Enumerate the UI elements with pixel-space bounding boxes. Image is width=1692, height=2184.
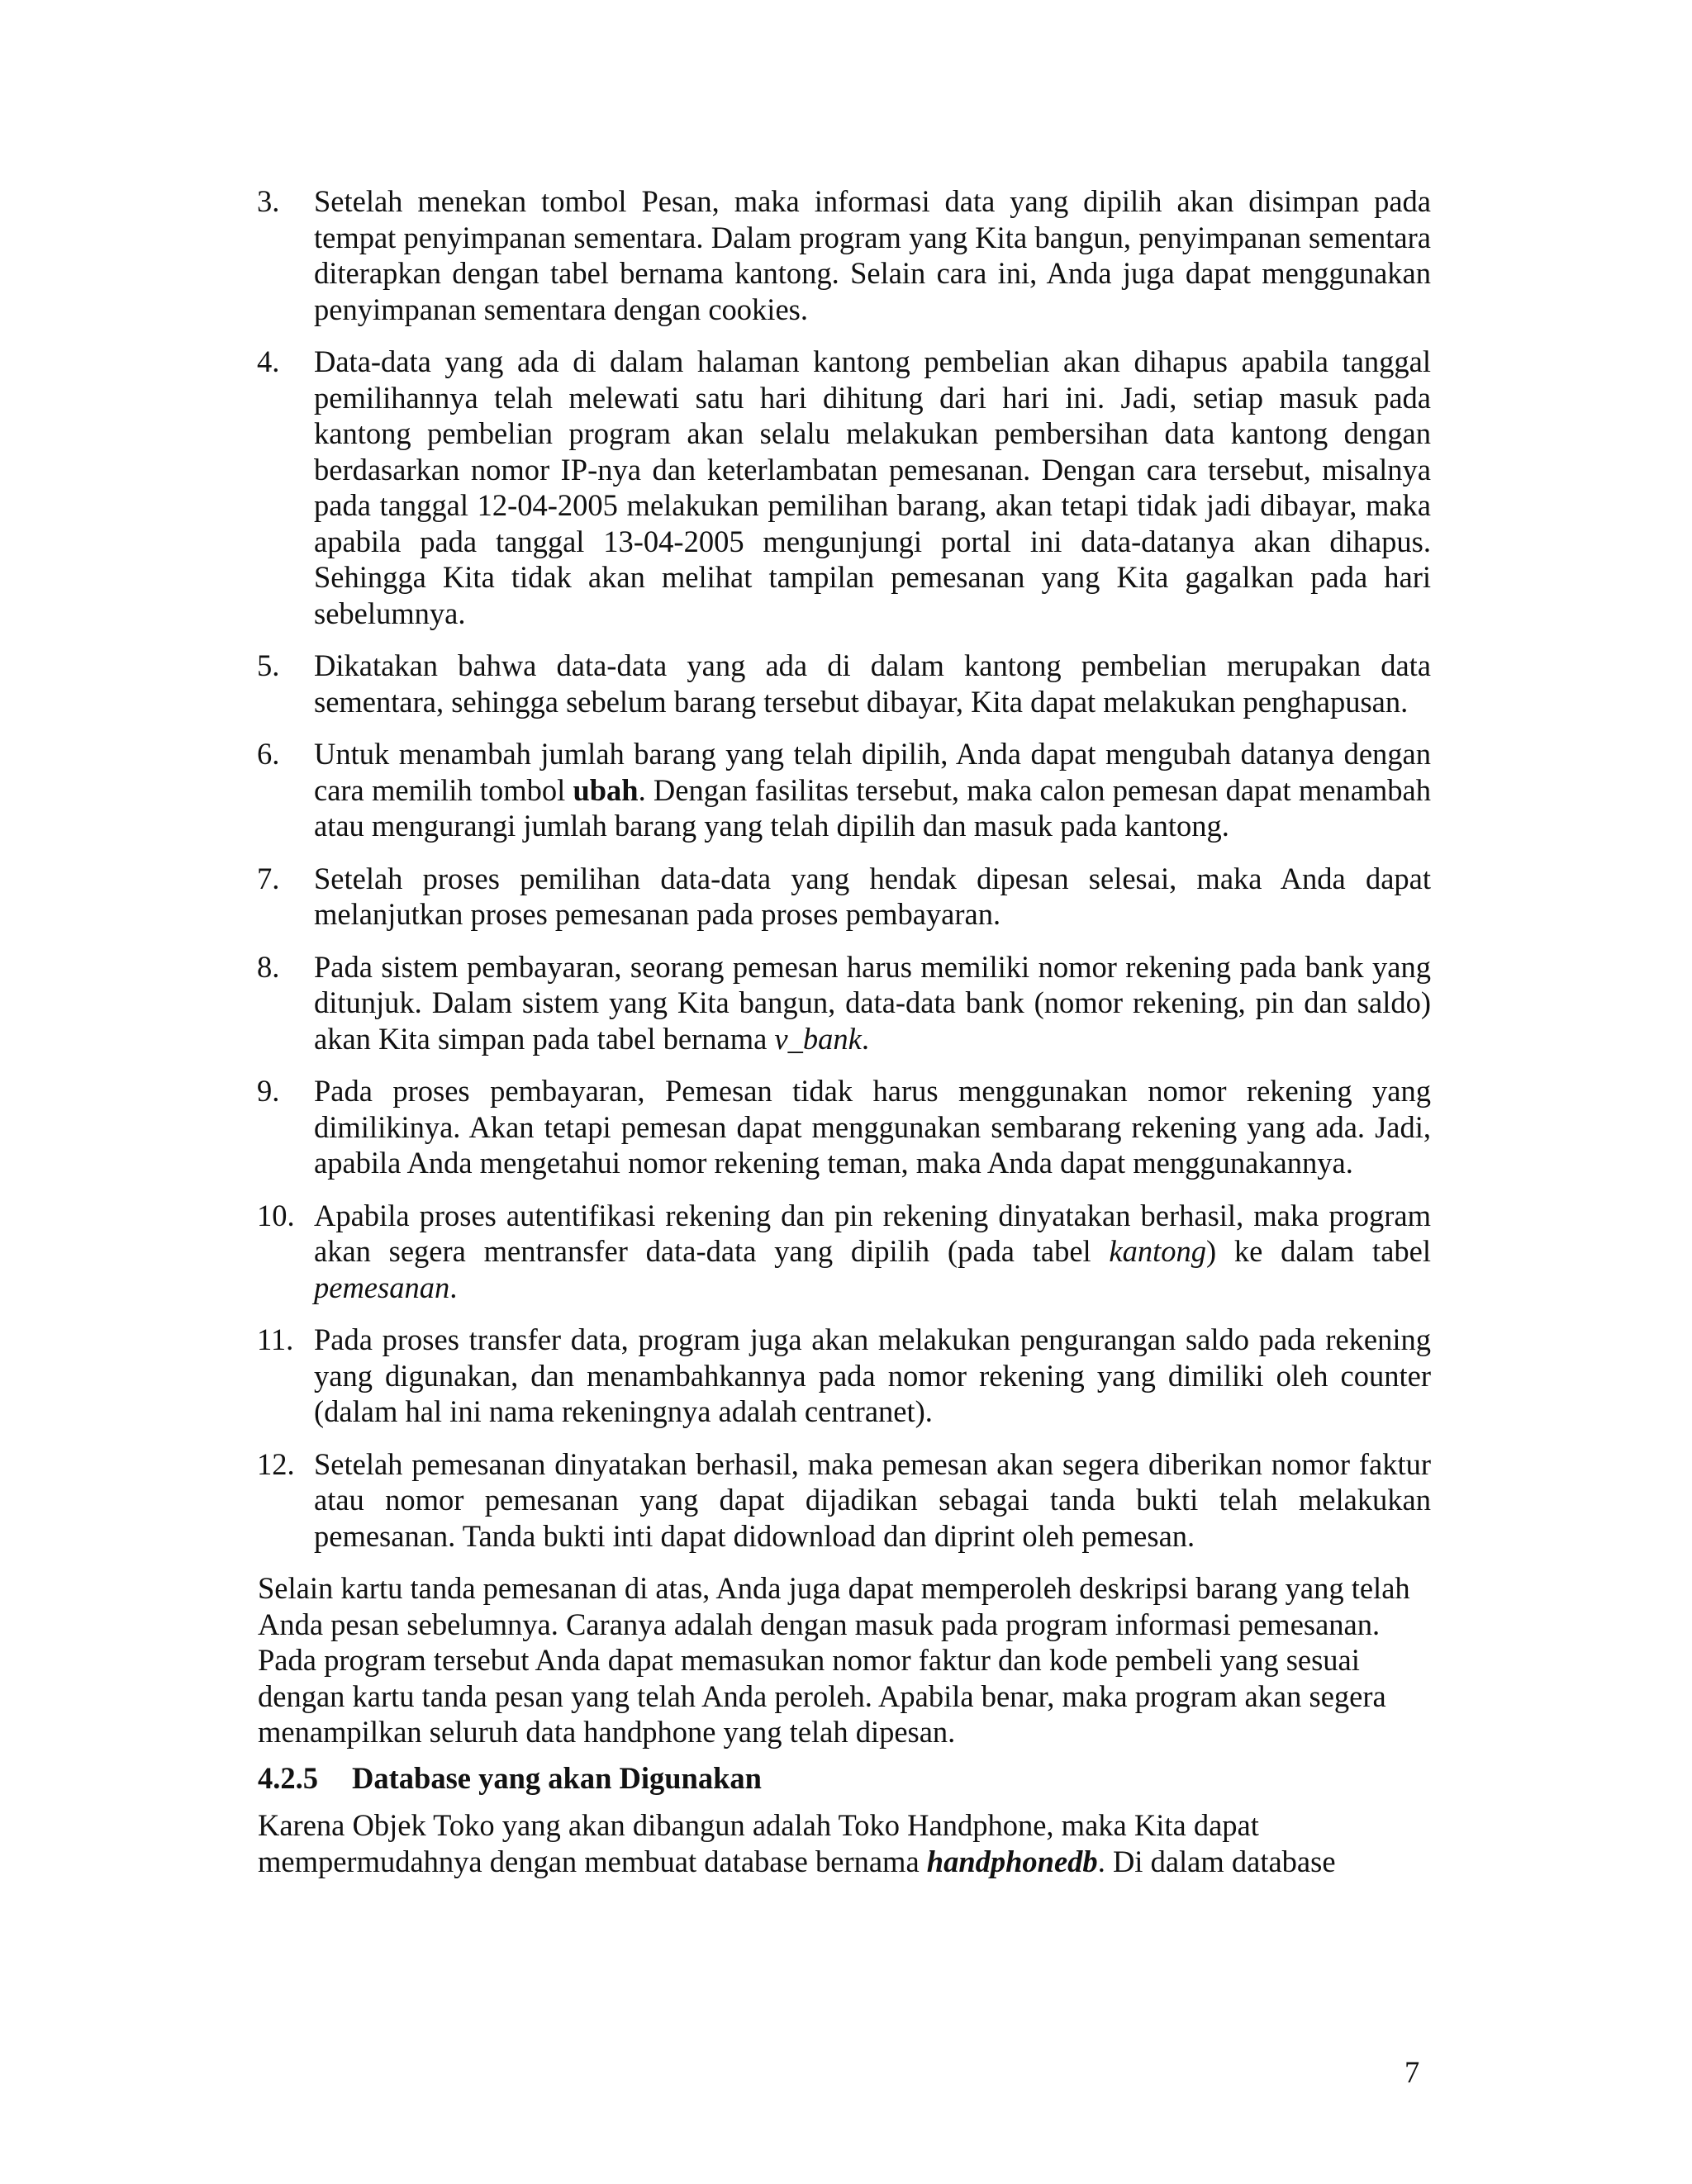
list-item-number: 3. — [257, 184, 280, 218]
list-item — [258, 1322, 1431, 1430]
emphasis-ubah: ubah — [573, 772, 639, 807]
table-name-kantong: kantong — [1109, 1234, 1207, 1268]
numbered-list — [258, 183, 1431, 1554]
body-paragraph — [258, 1807, 1431, 1879]
section-heading — [258, 1760, 1431, 1797]
list-item-text — [314, 949, 1431, 1057]
list-item-text: Pada proses pembayaran, Pemesan tidak harus menggunakan nomor rekening yang dimilikinya. Akan tetapi pemesan dapat menggunakan sembarang rekening yang ada. Jadi, apabila Anda mengetahui nomor rekening teman, maka Anda dapat menggunakannya. — [314, 1074, 1431, 1180]
list-item-text: Pada proses transfer data, program juga akan melakukan pengurangan saldo pada rekening yang digunakan, dan menambahkannya pada nomor rekening yang dimiliki oleh counter (dalam hal ini nama rekeningnya adalah centranet). — [314, 1322, 1431, 1428]
section-number: 4.2.5 — [258, 1760, 318, 1795]
list-item — [258, 861, 1431, 933]
text-run: Karena Objek Toko yang akan dibangun adalah Toko Handphone, maka Kita dapat mempermudahnya dengan membuat database bernama — [258, 1808, 1259, 1878]
text-run: . — [861, 1021, 869, 1056]
list-item-text — [314, 736, 1431, 844]
list-item-number: 5. — [257, 648, 280, 682]
list-item-text: Setelah proses pemilihan data-data yang hendak dipesan selesai, maka Anda dapat melanjutkan proses pemesanan pada proses pembayaran. — [314, 861, 1431, 931]
list-item-text — [314, 1198, 1431, 1306]
text-run: Apabila proses autentifikasi rekening dan pin rekening dinyatakan berhasil, maka program akan segera mentransfer data-data yang dipilih (pada tabel — [314, 1198, 1431, 1268]
list-item-number: 9. — [257, 1074, 280, 1108]
list-item — [258, 648, 1431, 719]
list-item-number: 4. — [257, 344, 280, 378]
list-item — [258, 344, 1431, 631]
body-paragraph: Selain kartu tanda pemesanan di atas, Anda juga dapat memperoleh deskripsi barang yang telah Anda pesan sebelumnya. Caranya adalah dengan masuk pada program informasi pemesanan. Pada program tersebut Anda dapat memasukan nomor faktur dan kode pembeli yang sesuai dengan kartu tanda pesan yang telah Anda peroleh. Apabila benar, maka program akan segera menampilkan seluruh data handphone yang telah dipesan. — [258, 1571, 1410, 1749]
text-run: ) ke dalam tabel — [1206, 1234, 1431, 1268]
list-item-number: 12. — [257, 1446, 295, 1481]
list-item — [258, 1073, 1431, 1181]
section-title: Database yang akan Digunakan — [352, 1760, 762, 1795]
list-item-number: 6. — [257, 737, 280, 771]
table-name-v-bank: v_bank — [774, 1021, 862, 1056]
list-item — [258, 183, 1431, 327]
text-run: . Dengan fasilitas tersebut, maka calon pemesan dapat menambah atau mengurangi jumlah barang yang telah dipilih dan masuk pada kantong. — [314, 772, 1431, 843]
list-item — [258, 1446, 1431, 1555]
text-run: Untuk menambah jumlah barang yang telah dipilih, Anda dapat mengubah datanya dengan cara memilih tombol — [314, 737, 1431, 807]
list-item-text: Setelah menekan tombol Pesan, maka informasi data yang dipilih akan disimpan pada tempat penyimpanan sementara. Dalam program yang Kita bangun, penyimpanan sementara diterapkan dengan tabel bernama kantong. Selain cara ini, Anda juga dapat menggunakan penyimpanan sementara dengan cookies. — [314, 184, 1431, 326]
text-run: . Di dalam database — [1097, 1844, 1336, 1878]
list-item — [258, 736, 1431, 844]
list-item-number: 7. — [257, 861, 280, 895]
page-number: 7 — [1404, 2055, 1420, 2089]
list-item-number: 10. — [257, 1198, 295, 1232]
table-name-pemesanan: pemesanan — [314, 1270, 450, 1304]
list-item-text: Data-data yang ada di dalam halaman kantong pembelian akan dihapus apabila tanggal pemilihannya telah melewati satu hari dihitung dari hari ini. Jadi, setiap masuk pada kantong pembelian program akan selalu melakukan pembersihan data kantong dengan berdasarkan nomor IP-nya dan keterlambatan pemesanan. Dengan cara tersebut, misalnya pada tanggal 12-04-2005 melakukan pemilihan barang, akan tetapi tidak jadi dibayar, maka apabila pada tanggal 13-04-2005 mengunjungi portal ini data-datanya akan dihapus. Sehingga Kita tidak akan melihat tampilan pemesanan yang Kita gagalkan pada hari sebelumnya. — [314, 344, 1431, 630]
database-name: handphonedb — [926, 1844, 1098, 1878]
list-item — [258, 949, 1431, 1057]
text-run: . — [449, 1270, 458, 1304]
list-item-text: Setelah pemesanan dinyatakan berhasil, maka pemesan akan segera diberikan nomor faktur atau nomor pemesanan yang dapat dijadikan sebagai tanda bukti telah melakukan pemesanan. Tanda bukti inti dapat didownload dan diprint oleh pemesan. — [314, 1446, 1431, 1553]
text-run: Pada sistem pembayaran, seorang pemesan harus memiliki nomor rekening pada bank yang ditunjuk. Dalam sistem yang Kita bangun, data-data bank (nomor rekening, pin dan saldo) akan Kita simpan pada tabel bernama — [314, 949, 1431, 1056]
list-item — [258, 1198, 1431, 1306]
list-item-number: 11. — [257, 1322, 294, 1356]
page-content — [258, 183, 1431, 1889]
list-item-text: Dikatakan bahwa data-data yang ada di dalam kantong pembelian merupakan data sementara, sehingga sebelum barang tersebut dibayar, Kita dapat melakukan penghapusan. — [314, 648, 1431, 719]
list-item-number: 8. — [257, 949, 280, 984]
